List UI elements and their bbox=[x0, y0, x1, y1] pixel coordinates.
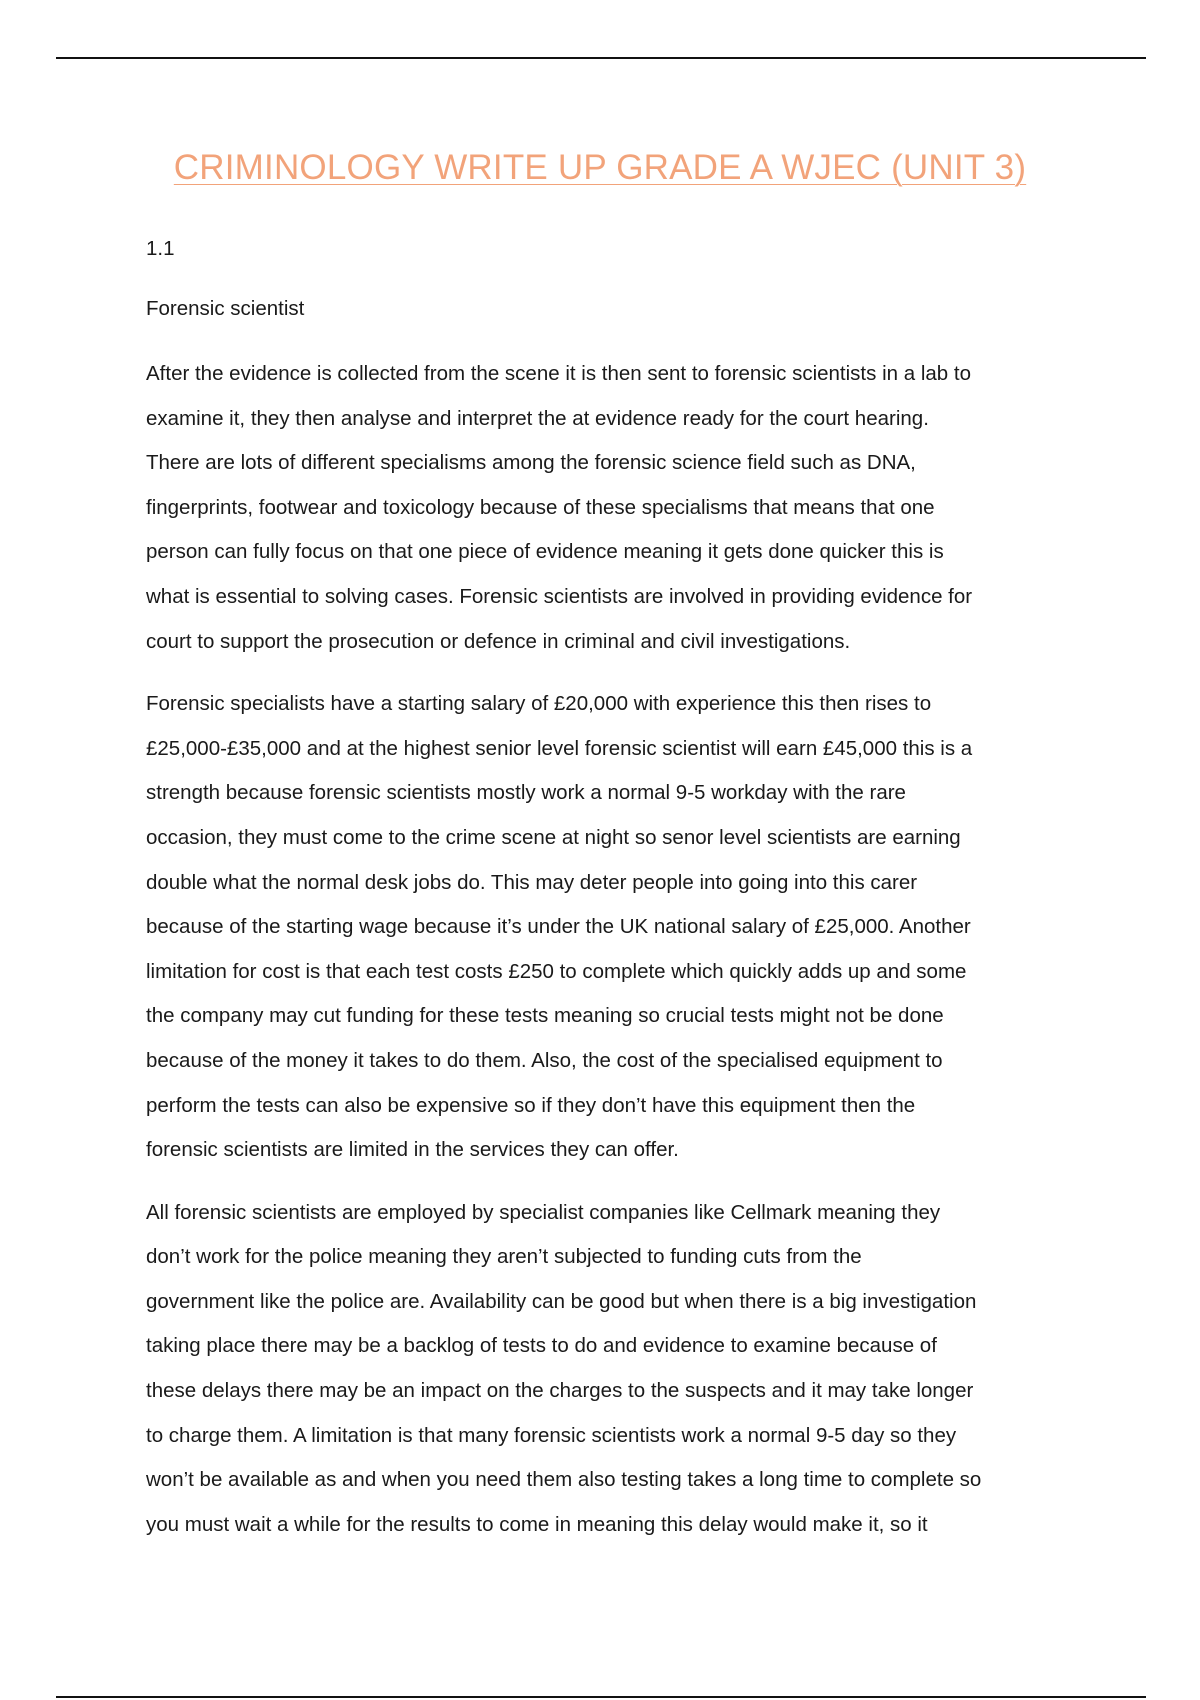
text-line: because of the starting wage because it’s under the UK national salary of £25,000. Another bbox=[146, 915, 971, 939]
text-line: fingerprints, footwear and toxicology because of these specialisms that means that one bbox=[146, 495, 935, 519]
text-line: perform the tests can also be expensive so if they don’t have this equipment then the bbox=[146, 1093, 916, 1117]
text-line: All forensic scientists are employed by specialist companies like Cellmark meaning they bbox=[146, 1200, 941, 1224]
text-line: strength because forensic scientists mostly work a normal 9-5 workday with the rare bbox=[146, 781, 906, 805]
text-line: because of the money it takes to do them. Also, the cost of the specialised equipment to bbox=[146, 1048, 943, 1072]
paragraph-1 bbox=[146, 352, 1066, 664]
text-line: person can fully focus on that one piece of evidence meaning it gets done quicker this is bbox=[146, 540, 944, 564]
text-line: occasion, they must come to the crime scene at night so senor level scientists are earning bbox=[146, 825, 961, 849]
text-line: won’t be available as and when you need them also testing takes a long time to complete so bbox=[146, 1468, 982, 1492]
footer-rule bbox=[56, 1696, 1146, 1698]
text-line: Forensic specialists have a starting salary of £20,000 with experience this then rises to bbox=[146, 692, 932, 716]
text-line: double what the normal desk jobs do. This may deter people into going into this carer bbox=[146, 870, 918, 894]
section-number: 1.1 bbox=[146, 237, 175, 260]
text-line: what is essential to solving cases. Forensic scientists are involved in providing evidence for bbox=[146, 584, 973, 608]
text-line: examine it, they then analyse and interpret the at evidence ready for the court hearing. bbox=[146, 406, 929, 430]
text-line: limitation for cost is that each test costs £250 to complete which quickly adds up and some bbox=[146, 959, 967, 983]
text-line: forensic scientists are limited in the services they can offer. bbox=[146, 1138, 679, 1162]
section-subheading: Forensic scientist bbox=[146, 297, 305, 320]
paragraph-2 bbox=[146, 682, 1066, 1173]
text-line: £25,000-£35,000 and at the highest senior level forensic scientist will earn £45,000 this is a bbox=[146, 736, 973, 760]
paragraph-3 bbox=[146, 1191, 1066, 1548]
document-body bbox=[146, 236, 1066, 1565]
text-line: court to support the prosecution or defence in criminal and civil investigations. bbox=[146, 629, 851, 653]
text-line: government like the police are. Availability can be good but when there is a big investigation bbox=[146, 1289, 977, 1313]
text-line: you must wait a while for the results to come in meaning this delay would make it, so it bbox=[146, 1512, 928, 1536]
text-line: taking place there may be a backlog of tests to do and evidence to examine because of bbox=[146, 1334, 937, 1358]
text-line: don’t work for the police meaning they aren’t subjected to funding cuts from the bbox=[146, 1245, 862, 1269]
text-line: There are lots of different specialisms among the forensic science field such as DNA, bbox=[146, 451, 916, 475]
text-line: the company may cut funding for these tests meaning so crucial tests might not be done bbox=[146, 1004, 944, 1028]
text-line: After the evidence is collected from the scene it is then sent to forensic scientists in a lab to bbox=[146, 362, 971, 385]
document-title: CRIMINOLOGY WRITE UP GRADE A WJEC (UNIT 3) bbox=[173, 148, 1027, 187]
text-line: to charge them. A limitation is that many forensic scientists work a normal 9-5 day so they bbox=[146, 1423, 957, 1447]
header-rule bbox=[56, 57, 1146, 59]
text-line: these delays there may be an impact on the charges to the suspects and it may take longer bbox=[146, 1379, 974, 1403]
